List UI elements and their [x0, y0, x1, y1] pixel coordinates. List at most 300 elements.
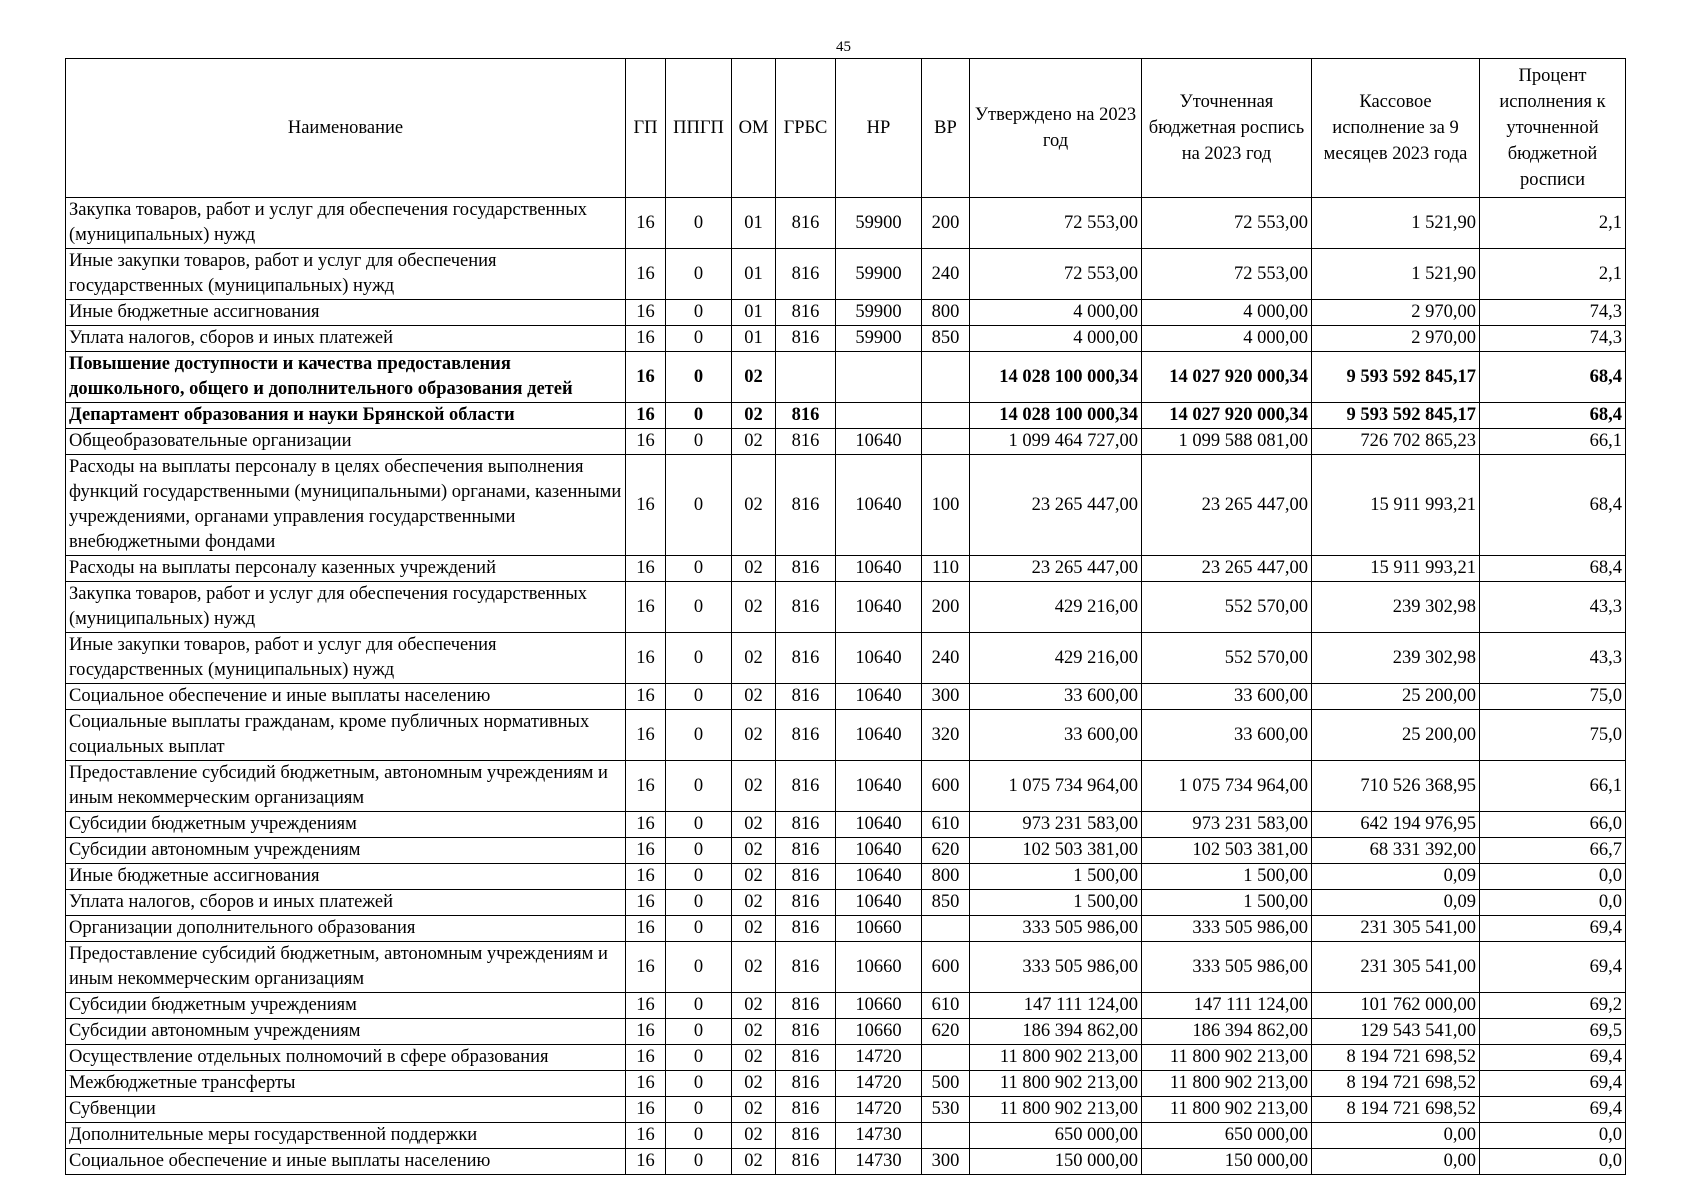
row-name-cell: Уплата налогов, сборов и иных платежей	[66, 890, 626, 916]
row-name-cell: Субсидии автономным учреждениям	[66, 1019, 626, 1045]
header-approved: Утверждено на 2023 год	[970, 59, 1142, 198]
row-refined-cell: 4 000,00	[1142, 326, 1312, 352]
row-refined-cell: 72 553,00	[1142, 198, 1312, 249]
row-vr-cell: 240	[922, 633, 970, 684]
row-gp-cell: 16	[626, 993, 666, 1019]
row-om-cell: 02	[732, 582, 776, 633]
table-row	[66, 633, 1626, 684]
table-row	[66, 1123, 1626, 1149]
row-ppgp-cell: 0	[666, 684, 732, 710]
row-vr-cell: 240	[922, 249, 970, 300]
row-nr-cell: 10640	[836, 633, 922, 684]
row-percent-cell: 66,0	[1480, 812, 1626, 838]
row-om-cell: 02	[732, 838, 776, 864]
row-nr-cell	[836, 352, 922, 403]
row-percent-cell: 74,3	[1480, 300, 1626, 326]
row-om-cell: 02	[732, 1123, 776, 1149]
row-refined-cell: 11 800 902 213,00	[1142, 1045, 1312, 1071]
row-grbs-cell: 816	[776, 942, 836, 993]
header-percent: Процент исполнения к уточненной бюджетной росписи	[1480, 59, 1626, 198]
row-percent-cell: 69,4	[1480, 942, 1626, 993]
row-gp-cell: 16	[626, 812, 666, 838]
row-nr-cell: 10660	[836, 942, 922, 993]
row-percent-cell: 0,0	[1480, 864, 1626, 890]
row-vr-cell	[922, 429, 970, 455]
row-vr-cell: 800	[922, 300, 970, 326]
row-gp-cell: 16	[626, 352, 666, 403]
table-row	[66, 812, 1626, 838]
row-grbs-cell: 816	[776, 429, 836, 455]
row-percent-cell: 43,3	[1480, 582, 1626, 633]
row-approved-cell: 1 099 464 727,00	[970, 429, 1142, 455]
row-approved-cell: 33 600,00	[970, 710, 1142, 761]
row-cash-cell: 9 593 592 845,17	[1312, 352, 1480, 403]
row-name-cell: Социальное обеспечение и иные выплаты населению	[66, 684, 626, 710]
row-cash-cell: 15 911 993,21	[1312, 556, 1480, 582]
row-approved-cell: 150 000,00	[970, 1149, 1142, 1175]
row-percent-cell: 66,1	[1480, 429, 1626, 455]
table-row	[66, 1097, 1626, 1123]
header-name: Наименование	[66, 59, 626, 198]
table-row	[66, 249, 1626, 300]
row-gp-cell: 16	[626, 1149, 666, 1175]
row-vr-cell: 300	[922, 1149, 970, 1175]
row-vr-cell: 110	[922, 556, 970, 582]
row-om-cell: 02	[732, 556, 776, 582]
row-name-cell: Иные бюджетные ассигнования	[66, 864, 626, 890]
row-om-cell: 02	[732, 864, 776, 890]
row-om-cell: 02	[732, 1149, 776, 1175]
row-percent-cell: 0,0	[1480, 1149, 1626, 1175]
row-cash-cell: 8 194 721 698,52	[1312, 1045, 1480, 1071]
header-row	[66, 59, 1626, 198]
row-ppgp-cell: 0	[666, 1097, 732, 1123]
table-row	[66, 1149, 1626, 1175]
row-name-cell: Организации дополнительного образования	[66, 916, 626, 942]
row-percent-cell: 69,5	[1480, 1019, 1626, 1045]
header-vr: ВР	[922, 59, 970, 198]
row-percent-cell: 0,0	[1480, 1123, 1626, 1149]
row-gp-cell: 16	[626, 864, 666, 890]
table-row	[66, 916, 1626, 942]
row-ppgp-cell: 0	[666, 993, 732, 1019]
row-name-cell: Предоставление субсидий бюджетным, автономным учреждениям и иным некоммерческим организациям	[66, 942, 626, 993]
row-om-cell: 02	[732, 812, 776, 838]
row-nr-cell: 59900	[836, 300, 922, 326]
row-gp-cell: 16	[626, 556, 666, 582]
row-percent-cell: 68,4	[1480, 352, 1626, 403]
table-row	[66, 1019, 1626, 1045]
row-cash-cell: 710 526 368,95	[1312, 761, 1480, 812]
row-ppgp-cell: 0	[666, 710, 732, 761]
row-ppgp-cell: 0	[666, 864, 732, 890]
row-percent-cell: 74,3	[1480, 326, 1626, 352]
table-row	[66, 838, 1626, 864]
budget-table	[65, 58, 1626, 1175]
row-approved-cell: 1 075 734 964,00	[970, 761, 1142, 812]
table-row	[66, 556, 1626, 582]
row-name-cell: Социальное обеспечение и иные выплаты населению	[66, 1149, 626, 1175]
row-approved-cell: 4 000,00	[970, 326, 1142, 352]
row-grbs-cell: 816	[776, 1149, 836, 1175]
row-refined-cell: 1 500,00	[1142, 864, 1312, 890]
row-refined-cell: 72 553,00	[1142, 249, 1312, 300]
row-approved-cell: 650 000,00	[970, 1123, 1142, 1149]
row-approved-cell: 4 000,00	[970, 300, 1142, 326]
header-cash: Кассовое исполнение за 9 месяцев 2023 года	[1312, 59, 1480, 198]
row-name-cell: Расходы на выплаты персоналу казенных учреждений	[66, 556, 626, 582]
header-ppgp: ППГП	[666, 59, 732, 198]
row-approved-cell: 973 231 583,00	[970, 812, 1142, 838]
row-percent-cell: 69,4	[1480, 1045, 1626, 1071]
row-approved-cell: 429 216,00	[970, 582, 1142, 633]
row-grbs-cell: 816	[776, 864, 836, 890]
row-ppgp-cell: 0	[666, 942, 732, 993]
row-name-cell: Иные закупки товаров, работ и услуг для обеспечения государственных (муниципальных) нужд	[66, 633, 626, 684]
row-nr-cell: 10640	[836, 761, 922, 812]
row-refined-cell: 33 600,00	[1142, 684, 1312, 710]
row-name-cell: Социальные выплаты гражданам, кроме публичных нормативных социальных выплат	[66, 710, 626, 761]
row-percent-cell: 69,4	[1480, 1071, 1626, 1097]
row-vr-cell: 500	[922, 1071, 970, 1097]
row-grbs-cell: 816	[776, 300, 836, 326]
row-grbs-cell: 816	[776, 249, 836, 300]
row-refined-cell: 333 505 986,00	[1142, 916, 1312, 942]
row-gp-cell: 16	[626, 890, 666, 916]
row-approved-cell: 1 500,00	[970, 890, 1142, 916]
row-name-cell: Закупка товаров, работ и услуг для обеспечения государственных (муниципальных) нужд	[66, 582, 626, 633]
table-row	[66, 1071, 1626, 1097]
row-ppgp-cell: 0	[666, 838, 732, 864]
row-nr-cell: 10640	[836, 582, 922, 633]
row-percent-cell: 0,0	[1480, 890, 1626, 916]
row-approved-cell: 33 600,00	[970, 684, 1142, 710]
row-gp-cell: 16	[626, 838, 666, 864]
row-nr-cell: 14720	[836, 1045, 922, 1071]
row-ppgp-cell: 0	[666, 812, 732, 838]
row-om-cell: 02	[732, 993, 776, 1019]
row-nr-cell: 14720	[836, 1097, 922, 1123]
row-refined-cell: 552 570,00	[1142, 582, 1312, 633]
row-name-cell: Расходы на выплаты персоналу в целях обеспечения выполнения функций государственными (муниципальными) органами, казенными учреждениями, органами управления государственными внебюджетными фондами	[66, 455, 626, 556]
row-om-cell: 02	[732, 455, 776, 556]
row-ppgp-cell: 0	[666, 633, 732, 684]
row-ppgp-cell: 0	[666, 198, 732, 249]
row-percent-cell: 68,4	[1480, 403, 1626, 429]
row-vr-cell	[922, 403, 970, 429]
row-om-cell: 02	[732, 890, 776, 916]
row-ppgp-cell: 0	[666, 761, 732, 812]
header-nr: НР	[836, 59, 922, 198]
header-om: ОМ	[732, 59, 776, 198]
row-approved-cell: 11 800 902 213,00	[970, 1045, 1142, 1071]
row-refined-cell: 11 800 902 213,00	[1142, 1097, 1312, 1123]
row-ppgp-cell: 0	[666, 890, 732, 916]
row-refined-cell: 150 000,00	[1142, 1149, 1312, 1175]
row-refined-cell: 650 000,00	[1142, 1123, 1312, 1149]
row-refined-cell: 186 394 862,00	[1142, 1019, 1312, 1045]
table-row	[66, 582, 1626, 633]
row-vr-cell: 620	[922, 838, 970, 864]
row-grbs-cell: 816	[776, 916, 836, 942]
row-gp-cell: 16	[626, 1045, 666, 1071]
row-cash-cell: 0,09	[1312, 890, 1480, 916]
row-percent-cell: 68,4	[1480, 556, 1626, 582]
row-percent-cell: 2,1	[1480, 198, 1626, 249]
row-nr-cell: 10640	[836, 838, 922, 864]
row-approved-cell: 429 216,00	[970, 633, 1142, 684]
row-vr-cell	[922, 352, 970, 403]
row-gp-cell: 16	[626, 1123, 666, 1149]
row-om-cell: 02	[732, 916, 776, 942]
row-nr-cell	[836, 403, 922, 429]
row-name-cell: Закупка товаров, работ и услуг для обеспечения государственных (муниципальных) нужд	[66, 198, 626, 249]
row-vr-cell: 850	[922, 890, 970, 916]
row-cash-cell: 2 970,00	[1312, 326, 1480, 352]
row-gp-cell: 16	[626, 1071, 666, 1097]
table-row	[66, 1045, 1626, 1071]
row-cash-cell: 25 200,00	[1312, 684, 1480, 710]
row-gp-cell: 16	[626, 633, 666, 684]
row-approved-cell: 186 394 862,00	[970, 1019, 1142, 1045]
row-ppgp-cell: 0	[666, 403, 732, 429]
row-gp-cell: 16	[626, 326, 666, 352]
row-percent-cell: 68,4	[1480, 455, 1626, 556]
row-nr-cell: 59900	[836, 326, 922, 352]
row-name-cell: Субсидии автономным учреждениям	[66, 838, 626, 864]
row-refined-cell: 33 600,00	[1142, 710, 1312, 761]
row-grbs-cell: 816	[776, 812, 836, 838]
row-name-cell: Иные бюджетные ассигнования	[66, 300, 626, 326]
row-refined-cell: 1 500,00	[1142, 890, 1312, 916]
row-gp-cell: 16	[626, 455, 666, 556]
row-vr-cell	[922, 1123, 970, 1149]
row-approved-cell: 1 500,00	[970, 864, 1142, 890]
row-vr-cell: 610	[922, 812, 970, 838]
row-ppgp-cell: 0	[666, 1123, 732, 1149]
row-ppgp-cell: 0	[666, 556, 732, 582]
row-grbs-cell: 816	[776, 1071, 836, 1097]
row-approved-cell: 11 800 902 213,00	[970, 1097, 1142, 1123]
row-vr-cell: 200	[922, 198, 970, 249]
row-nr-cell: 14720	[836, 1071, 922, 1097]
row-cash-cell: 231 305 541,00	[1312, 942, 1480, 993]
row-name-cell: Предоставление субсидий бюджетным, автономным учреждениям и иным некоммерческим организациям	[66, 761, 626, 812]
table-row	[66, 198, 1626, 249]
row-refined-cell: 1 099 588 081,00	[1142, 429, 1312, 455]
row-grbs-cell: 816	[776, 761, 836, 812]
row-ppgp-cell: 0	[666, 429, 732, 455]
row-grbs-cell: 816	[776, 710, 836, 761]
row-om-cell: 02	[732, 761, 776, 812]
table-row	[66, 890, 1626, 916]
table-row	[66, 403, 1626, 429]
row-ppgp-cell: 0	[666, 1071, 732, 1097]
row-gp-cell: 16	[626, 942, 666, 993]
row-vr-cell: 620	[922, 1019, 970, 1045]
row-cash-cell: 8 194 721 698,52	[1312, 1071, 1480, 1097]
row-grbs-cell: 816	[776, 838, 836, 864]
row-om-cell: 01	[732, 249, 776, 300]
table-row	[66, 864, 1626, 890]
row-cash-cell: 0,00	[1312, 1123, 1480, 1149]
row-name-cell: Субвенции	[66, 1097, 626, 1123]
row-ppgp-cell: 0	[666, 352, 732, 403]
row-cash-cell: 15 911 993,21	[1312, 455, 1480, 556]
row-om-cell: 02	[732, 942, 776, 993]
row-gp-cell: 16	[626, 1019, 666, 1045]
row-name-cell: Межбюджетные трансферты	[66, 1071, 626, 1097]
row-nr-cell: 10640	[836, 556, 922, 582]
row-percent-cell: 69,2	[1480, 993, 1626, 1019]
row-gp-cell: 16	[626, 1097, 666, 1123]
row-ppgp-cell: 0	[666, 249, 732, 300]
row-vr-cell: 300	[922, 684, 970, 710]
row-vr-cell: 320	[922, 710, 970, 761]
row-percent-cell: 66,7	[1480, 838, 1626, 864]
row-ppgp-cell: 0	[666, 582, 732, 633]
row-gp-cell: 16	[626, 916, 666, 942]
row-cash-cell: 231 305 541,00	[1312, 916, 1480, 942]
row-gp-cell: 16	[626, 761, 666, 812]
row-grbs-cell: 816	[776, 890, 836, 916]
row-vr-cell	[922, 1045, 970, 1071]
row-nr-cell: 10640	[836, 684, 922, 710]
row-refined-cell: 147 111 124,00	[1142, 993, 1312, 1019]
row-om-cell: 02	[732, 633, 776, 684]
row-vr-cell: 800	[922, 864, 970, 890]
row-approved-cell: 147 111 124,00	[970, 993, 1142, 1019]
row-nr-cell: 10640	[836, 890, 922, 916]
row-ppgp-cell: 0	[666, 1019, 732, 1045]
row-nr-cell: 14730	[836, 1149, 922, 1175]
row-percent-cell: 75,0	[1480, 684, 1626, 710]
row-name-cell: Субсидии бюджетным учреждениям	[66, 993, 626, 1019]
row-grbs-cell: 816	[776, 684, 836, 710]
row-ppgp-cell: 0	[666, 326, 732, 352]
row-grbs-cell: 816	[776, 455, 836, 556]
row-ppgp-cell: 0	[666, 1045, 732, 1071]
row-name-cell: Осуществление отдельных полномочий в сфере образования	[66, 1045, 626, 1071]
row-grbs-cell: 816	[776, 326, 836, 352]
row-approved-cell: 23 265 447,00	[970, 455, 1142, 556]
row-om-cell: 02	[732, 429, 776, 455]
table-row	[66, 455, 1626, 556]
row-vr-cell: 100	[922, 455, 970, 556]
row-nr-cell: 10640	[836, 710, 922, 761]
row-grbs-cell: 816	[776, 1045, 836, 1071]
row-nr-cell: 10660	[836, 993, 922, 1019]
row-gp-cell: 16	[626, 710, 666, 761]
row-om-cell: 02	[732, 1019, 776, 1045]
row-vr-cell: 850	[922, 326, 970, 352]
row-om-cell: 01	[732, 326, 776, 352]
row-percent-cell: 75,0	[1480, 710, 1626, 761]
row-name-cell: Субсидии бюджетным учреждениям	[66, 812, 626, 838]
row-approved-cell: 14 028 100 000,34	[970, 403, 1142, 429]
table-row	[66, 326, 1626, 352]
row-approved-cell: 333 505 986,00	[970, 916, 1142, 942]
row-cash-cell: 101 762 000,00	[1312, 993, 1480, 1019]
row-approved-cell: 102 503 381,00	[970, 838, 1142, 864]
row-gp-cell: 16	[626, 249, 666, 300]
row-ppgp-cell: 0	[666, 300, 732, 326]
table-row	[66, 993, 1626, 1019]
row-refined-cell: 11 800 902 213,00	[1142, 1071, 1312, 1097]
header-grbs: ГРБС	[776, 59, 836, 198]
row-grbs-cell: 816	[776, 1097, 836, 1123]
row-om-cell: 02	[732, 710, 776, 761]
row-om-cell: 01	[732, 300, 776, 326]
row-vr-cell: 530	[922, 1097, 970, 1123]
row-gp-cell: 16	[626, 403, 666, 429]
row-refined-cell: 552 570,00	[1142, 633, 1312, 684]
row-refined-cell: 14 027 920 000,34	[1142, 352, 1312, 403]
page-number: 45	[836, 39, 851, 55]
row-name-cell: Дополнительные меры государственной поддержки	[66, 1123, 626, 1149]
row-name-cell: Повышение доступности и качества предоставления дошкольного, общего и дополнительного образования детей	[66, 352, 626, 403]
row-cash-cell: 129 543 541,00	[1312, 1019, 1480, 1045]
row-name-cell: Общеобразовательные организации	[66, 429, 626, 455]
row-om-cell: 02	[732, 352, 776, 403]
row-om-cell: 02	[732, 684, 776, 710]
row-percent-cell: 2,1	[1480, 249, 1626, 300]
row-cash-cell: 2 970,00	[1312, 300, 1480, 326]
row-refined-cell: 1 075 734 964,00	[1142, 761, 1312, 812]
row-grbs-cell: 816	[776, 582, 836, 633]
row-grbs-cell	[776, 352, 836, 403]
row-gp-cell: 16	[626, 429, 666, 455]
row-nr-cell: 10660	[836, 916, 922, 942]
row-name-cell: Департамент образования и науки Брянской области	[66, 403, 626, 429]
row-percent-cell: 69,4	[1480, 1097, 1626, 1123]
row-cash-cell: 239 302,98	[1312, 633, 1480, 684]
row-grbs-cell: 816	[776, 556, 836, 582]
row-approved-cell: 72 553,00	[970, 198, 1142, 249]
row-ppgp-cell: 0	[666, 455, 732, 556]
row-percent-cell: 69,4	[1480, 916, 1626, 942]
row-om-cell: 02	[732, 403, 776, 429]
row-cash-cell: 0,00	[1312, 1149, 1480, 1175]
row-grbs-cell: 816	[776, 993, 836, 1019]
row-om-cell: 02	[732, 1045, 776, 1071]
header-refined: Уточненная бюджетная роспись на 2023 год	[1142, 59, 1312, 198]
row-cash-cell: 642 194 976,95	[1312, 812, 1480, 838]
row-nr-cell: 10660	[836, 1019, 922, 1045]
row-approved-cell: 333 505 986,00	[970, 942, 1142, 993]
row-cash-cell: 726 702 865,23	[1312, 429, 1480, 455]
row-refined-cell: 973 231 583,00	[1142, 812, 1312, 838]
table-row	[66, 761, 1626, 812]
row-nr-cell: 10640	[836, 812, 922, 838]
row-approved-cell: 23 265 447,00	[970, 556, 1142, 582]
row-name-cell: Уплата налогов, сборов и иных платежей	[66, 326, 626, 352]
row-refined-cell: 102 503 381,00	[1142, 838, 1312, 864]
table-body	[66, 198, 1626, 1175]
row-om-cell: 02	[732, 1071, 776, 1097]
row-grbs-cell: 816	[776, 1019, 836, 1045]
row-grbs-cell: 816	[776, 1123, 836, 1149]
row-vr-cell: 610	[922, 993, 970, 1019]
row-approved-cell: 11 800 902 213,00	[970, 1071, 1142, 1097]
row-refined-cell: 333 505 986,00	[1142, 942, 1312, 993]
row-nr-cell: 59900	[836, 198, 922, 249]
row-gp-cell: 16	[626, 582, 666, 633]
row-nr-cell: 10640	[836, 429, 922, 455]
row-cash-cell: 0,09	[1312, 864, 1480, 890]
row-refined-cell: 4 000,00	[1142, 300, 1312, 326]
row-refined-cell: 14 027 920 000,34	[1142, 403, 1312, 429]
